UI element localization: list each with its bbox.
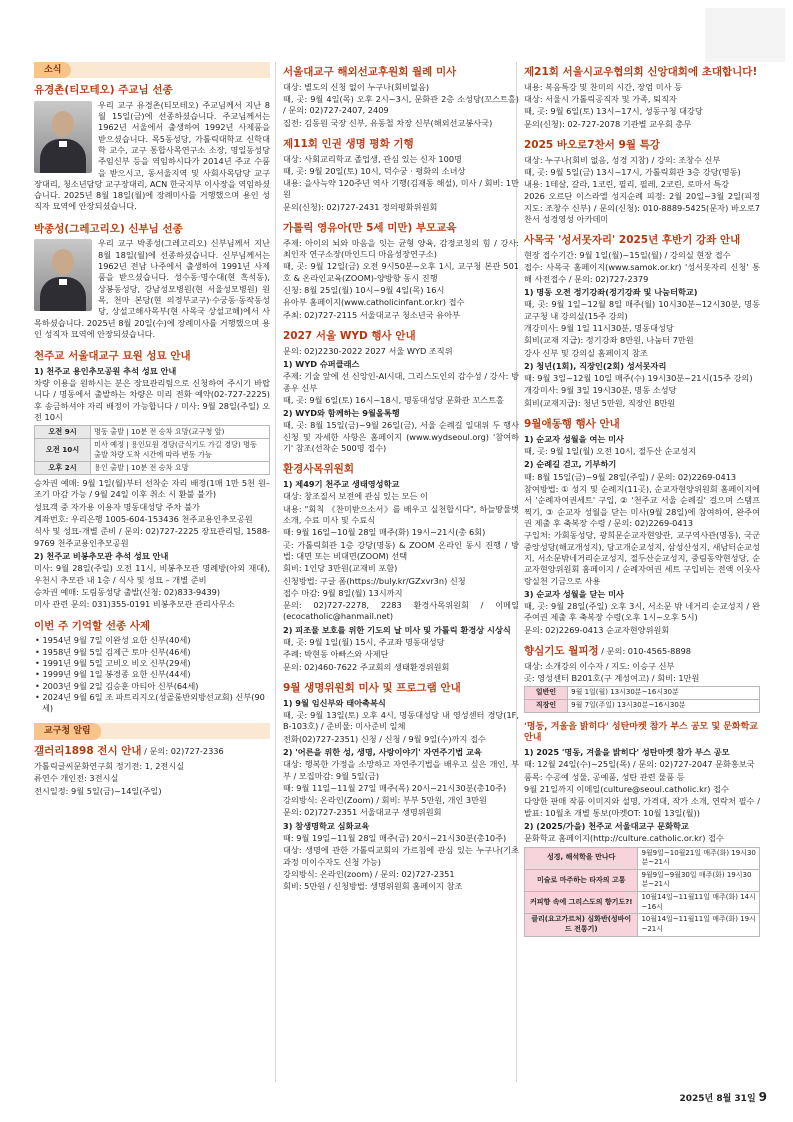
subsection-title: 3) 순교자 성월을 닫는 미사 [524, 588, 624, 599]
subsection-title: 1) 제49기 천주교 생태영성학교 [283, 479, 400, 490]
table-value: 미사 예정 | 용인묘원 경당(금식기도 가길 경당) 명동 출발 차량 도착 시간에 따라 변동 가능 [91, 439, 270, 462]
info-text: 회비: 1인당 3만원(교재비 포함) [283, 563, 398, 574]
table-row [35, 462, 270, 475]
info-text: 품목: 수공예 성물, 공예품, 성탄 관련 물품 등 [524, 771, 685, 782]
table-key: 성경, 해석학을 만나다 [525, 847, 638, 869]
info-text: 성묘객 중 자가용 이용자 명동대성당 주차 불가 [34, 501, 200, 512]
table-row [525, 687, 760, 700]
table-value: 9월9일~10월21일 매주(화) 19시30분~21시 [638, 847, 760, 869]
info-text: 주제: 아이의 뇌와 마음을 잇는 균형 양육, 감정코칭의 힘 / 강사: 최인자 연구소장(마인드디 마음성장연구소) [283, 237, 519, 260]
info-text: 때, 곳: 9월 4일(목) 오후 2시~3시, 문화관 2층 소성당(꼬스트홀) / 문의: 02)727-2407, 2409 [283, 93, 519, 116]
table-value: 명동 출발 | 10분 전 승차 요망(교구청 앞) [91, 426, 270, 439]
info-text: 참여방법: ① 성지 및 순례지(11곳), 순교자현양위원회 홈페이지에서 '순례자여권세트' 구입, ② '천주교 서울 순례길' 걸으며 스탬프 찍기, ③ 순교자 성월을 닫는 미사(9월 28일)에 참여하여, 완주여권 제출 후 축복장 수령 / 문의: 02)2269-0413 [524, 484, 760, 528]
info-text: 가톨릭글씨문화연구회 정기전: 1, 2전시실 [34, 761, 185, 772]
info-text: 강사 신부 및 강의실 홈페이지 참조 [524, 347, 648, 358]
info-text: 때: 8월 15일(금)~9월 28일(주일) / 문의: 02)2269-0413 [524, 471, 737, 482]
section-title: 서울대교구 해외선교후원회 월례 미사 [283, 66, 457, 78]
info-text: 때, 곳: 9월 6일(토) 13시~17시, 성동구청 대강당 [524, 106, 703, 117]
info-text: 구입처: 가회동성당, 광희문순교자현양관, 교구역사관(명동), 국군중앙성당(해교개성지), 당고개순교성지, 삼성산성지, 새남터순교성지, 서소문밖네거리순교성지, 절두산순교성지, 중림동약현성당, 순교자현양위원회 홈페이지 / 순례자여권 세트 구입비는 전액 이웃사랑실천 기금으로 사용 [524, 530, 760, 586]
info-text: 문의: 02)727-2351 서울대교구 생명위원회 [283, 807, 442, 818]
info-text: 주최: 02)727-2115 서울대교구 청소년국 유아부 [283, 309, 460, 320]
table-row [525, 914, 760, 936]
section-label: 소식 [34, 62, 71, 78]
obituary-bishop [34, 84, 270, 214]
info-text: 곳: 영성센터 B201호(구 계성여고) / 회비: 1만원 [524, 673, 700, 684]
table-key: 오전 10시 [35, 439, 91, 462]
section-title: 가톨릭 영유아(만 5세 미만) 부모교육 [283, 222, 457, 235]
info-text: 강의방식: 온라인(Zoom) / 회비: 부부 5만원, 개인 3만원 [283, 795, 487, 806]
table-key: 일반인 [525, 687, 568, 700]
info-text: 주례: 박현동 아빠스와 사제단 [283, 649, 389, 660]
subsection-title: 1) 2025 '명동, 겨울을 밝히다' 성탄마켓 참가 부스 공모 [524, 747, 730, 758]
info-text: 문의: 02)2230-2022 2027 서울 WYD 조직위 [283, 345, 453, 356]
environment-committee [283, 463, 519, 673]
table-row [35, 439, 270, 462]
table-value: 9월9일~9월30일 매주(화) 19시30분~21시 [638, 869, 760, 891]
info-text: 때, 곳: 9월 12일(금) 오전 9시50분~오후 1시, 교구청 본관 501호 & 온라인교육(ZOOM)-양방향 동시 진행 [283, 261, 519, 283]
table-key: 오전 9시 [35, 426, 91, 439]
bishop-photo [34, 101, 92, 173]
obituary-title: 유경촌(티모테오) 주교님 선종 [34, 84, 173, 96]
list-item: • 1991년 9월 5일 고비오 비오 신부(29세) [34, 658, 270, 669]
table-value: 용인 출발 | 10분 전 승차 요망 [91, 462, 270, 475]
memorial-priests [34, 620, 270, 715]
list-item: • 2024년 9월 6일 조 파트리지오(성골룸반외방선교회) 신부(90세) [34, 692, 270, 715]
memorial-list [34, 635, 270, 714]
title-main: 갤러리1898 전시 안내 [34, 745, 142, 758]
info-text: 때: 9월 11일~11월 27일 매주(목) 20시~21시30분(총10주) [283, 782, 507, 793]
table-value: 9월 7일(주일) 13시30분~16시30분 [568, 699, 760, 712]
table-key: 오후 2시 [35, 462, 91, 475]
info-text: 회비(교재 지급): 정기강좌 8만원, 나눔터 7만원 [524, 335, 694, 346]
corner-blank [705, 8, 785, 62]
section-title: 천주교 서울대교구 묘원 성묘 안내 [34, 350, 191, 363]
section-title: 9월애동행 행사 안내 [524, 418, 620, 431]
title-tail: / 문의: 02)727-2336 [141, 746, 224, 757]
page-number: 9 [758, 1090, 767, 1104]
section-title [524, 645, 760, 659]
subsection-title: 2) 순례길 걷고, 기부하기 [524, 459, 617, 470]
list-item: • 1999년 9월 1일 봉경종 요한 신부(44세) [34, 669, 270, 680]
issue-date: 2025년 8월 31일 [679, 1094, 756, 1104]
info-text: 유아부 홈페이지(www.catholicinfant.or.kr) 접수 [283, 297, 465, 308]
subsection-title: 1) 명동 오전 정기강좌(정기강좌 및 나눔터학교) [524, 286, 698, 297]
info-text: 때: 9월 3일~12월 10일 매주(수) 19시30분~21시(15주 강의) [524, 373, 753, 384]
info-text: 문화학교 홈페이지(http://culture.catholic.or.kr) 접수 [524, 833, 724, 844]
left-column [34, 62, 270, 806]
info-text: 때, 곳: 9월 28일(주일) 오후 3시, 서소문 밖 네거리 순교성지 / 완주여권 제출 후 축복장 수령(오후 1시~오후 5시) [524, 601, 760, 623]
info-text: 대상: 소개강의 이수자 / 지도: 이승구 신부 [524, 660, 675, 671]
info-text: 현장 접수기간: 9월 1일(월)~15일(월) / 강의실 현장 접수 [524, 250, 731, 261]
section-title: 2025 바오로7찬서 9월 특강 [524, 138, 660, 151]
table-value: 10월14일~11월11일 매주(화) 19시~21시 [638, 914, 760, 936]
info-text: 때, 곳: 9월 5일(금) 13시~17시, 가톨릭회관 3층 강당(명동) [524, 166, 741, 177]
centering-prayer [524, 645, 760, 713]
peace-tour [283, 138, 519, 213]
table-value: 9월 1일(월) 13시30분~16시30분 [568, 687, 760, 700]
section-title: 사목국 '성서못자리' 2025년 후반기 강좌 안내 [524, 234, 741, 247]
info-text: 전시일정: 9월 5일(금)~14일(주일) [34, 785, 162, 796]
ultreya-event [524, 66, 760, 130]
section-title: 제21회 서울시교우협의회 신앙대회에 초대합니다! [524, 66, 758, 78]
table-key: 클리(요고가르처) 심화반(성바이드 전통기) [525, 914, 638, 936]
obituary-title: 박종성(그레고리오) 신부님 선종 [34, 222, 183, 235]
info-text: 대상: 누구나(회비 없음, 성경 지참) / 강의: 조창수 신부 [524, 154, 721, 165]
martyr-events [524, 418, 760, 636]
info-text: 때, 곳: 8월 15일(금)~9월 26일(금), 서울 순례길 일대위 두 행사 신청 및 자세한 사항은 홈페이지 (www.wydseoul.org) '참여하기' 참조(선착순 500명 접수) [283, 420, 519, 454]
gallery-notice [34, 745, 270, 797]
table-key: 직장인 [525, 699, 568, 712]
section-label: 교구청 알림 [34, 723, 101, 739]
life-committee [283, 682, 519, 893]
list-item: • 2003년 9월 2일 김승훈 마티아 신부(64세) [34, 681, 270, 692]
subsection-title: 2) 청년(1회), 직장인(2회) 성서못자리 [524, 360, 667, 371]
subsection-title: 2) '어른을 위한 성, 생명, 사랑이야기' 자연주기법 교육 [283, 746, 482, 757]
section-title: 9월 생명위원회 미사 및 프로그램 안내 [283, 682, 461, 695]
info-text: 강의방식: 온라인(zoom) / 문의: 02)727-2351 [283, 869, 455, 880]
obituary-text: 우리 교구 유경촌(티모테오) 주교님께서 지난 8월 15일(금)에 선종하셨습니다. 주교님께서는 1962년 서울에서 출생하여 1992년 사제품을 받으셨습니다. 목5동성당, 가톨릭대학교 신학대학 교수, 교구 통합사목연구소 소장, 명일동성당 주임신부 등을 역임하시다가 2014년 주교 수품을 받으시고, 동서울지역 및 사회사목담당 교구장대리, 청소년담당 교구장대리, ACN 한국지부 이사장을 역임하셨습니다. 2025년 8월 18일(월)에 장례미사를 거행했으며 용인 성직자 묘역에 안장되셨습니다. [34, 99, 270, 212]
subsection-title: 2) 천주교 비봉추모관 추석 성묘 안내 [34, 551, 169, 562]
info-text: 때, 곳: 9월 20일(토) 10시, 덕수궁 · 평화의 소녀상 [283, 165, 466, 176]
info-text: 대상: 행복한 가정을 소망하고 자연주기법을 배우고 싶은 개인, 부부 / 모집마감: 9월 5일(금) [283, 759, 519, 781]
info-text: 류연수 개인전: 3전시실 [34, 773, 119, 784]
info-text: 전화(02)727-2351) 신청 / 신청 / 9월 9일(수)까지 접수 [283, 733, 486, 744]
table-row [35, 426, 270, 439]
info-text: 문의: 02)2269-0413 순교자현양위원회 [524, 624, 670, 635]
schedule-table [34, 425, 270, 475]
subsection-title: 1) WYD 슈퍼클래스 [283, 358, 360, 369]
samok-lectures [524, 234, 760, 409]
table-key: 커피향 속에 그리스도의 향기도?! [525, 892, 638, 914]
info-text: 신청: 8월 25일(월) 10시~9월 4일(목) 16시 [283, 284, 445, 295]
section-title: 환경사목위원회 [283, 463, 355, 476]
info-text: 회비: 5만원 / 신청방법: 생명위원회 홈페이지 참조 [283, 881, 463, 892]
section-title: 제11회 인권 생명 평화 기행 [283, 137, 414, 150]
info-text: 때: 9월 16일~10월 28일 매주(화) 19시~21시(총 6회) [283, 527, 486, 538]
info-text: 문의(신청): 02)727-2431 정의평화위원회 [283, 201, 438, 212]
info-text: 개강미사: 9월 3일 19시30분, 명동 소성당 [524, 385, 677, 396]
info-text: 내용: 1테살, 갈라, 1코린, 필리, 필레, 2코린, 로마서 특강 [524, 179, 730, 190]
info-text: 집전: 김동원 국장 신부, 유동철 차장 신부(해외선교봉사국) [283, 117, 493, 128]
subsection-title: 1) 9월 임신부와 태아축복식 [283, 697, 386, 708]
section-header-news [34, 62, 270, 78]
obituary-text: 우리 교구 박종성(그레고리오) 신부님께서 지난 8월 18일(월)에 선종하셨습니다. 신부님께서는 1962년 전남 나주에서 출생하여 1991년 사제품을 받으셨습니다. 성수동·명수대(현 흑석동), 상봉동성당, 강남성모병원(현 서울성모병원) 원목, 천마 본당(현 의정부교구)·수궁동·동작동성당, 상설고해사목부(현 사목국 상설고해)에서 사목하셨습니다. 2025년 8월 20일(수)에 장례미사를 거행했으며 용인 성직자 묘역에 안장되셨습니다. [34, 238, 270, 339]
info-text: 승차권 예매: 9월 1일(월)부터 선착순 자리 배정(1매 1만 5천 원–조기 마감 가능 / 9월 24일 이후 취소 시 환불 불가) [34, 478, 270, 500]
info-text: 때, 곳: 9월 6일(토) 16시~18시, 명동대성당 문화관 꼬스트홀 [283, 394, 504, 405]
info-text: 대상: 서울시 가톨릭공직자 및 가족, 퇴직자 [524, 93, 677, 104]
info-text: 다양한 판매 작품 이미지와 설명, 가격대, 작가 소개, 연락처 필수 / 발표: 10월초 개별 통보(마켓OT: 10월 13일(월)) [524, 796, 760, 818]
wyd-events [283, 330, 519, 454]
culture-school [524, 722, 760, 937]
info-text: 때: 9월 19일~11월 28일 매주(금) 20시~21시30분(총10주) [283, 833, 507, 844]
info-text: 대상: 별도의 신청 없이 누구나(회비없음) [283, 81, 430, 92]
info-text: 계좌번호: 우리은행 1005-604-153436 천주교용인추모공원 [34, 514, 253, 525]
schedule-table [524, 686, 760, 712]
title-main: 향심기도 월피정 [524, 645, 599, 658]
info-text: 개강미사: 9월 1일 11시30분, 명동대성당 [524, 322, 674, 333]
subsection-title: 1) 천주교 용인추모공원 추석 성묘 안내 [34, 365, 177, 376]
info-text: 승차권 예매: 도림동성당 출발(신청: 02)833-9439) [34, 586, 221, 597]
info-text: 신청방법: 구글 폼(https://buly.kr/GZxvr3n) 신청 [283, 575, 466, 586]
info-text: 대상: 사회교리학교 졸업생, 관심 있는 신자 100명 [283, 153, 462, 164]
table-row [525, 699, 760, 712]
info-text: 문의(신청): 02-727-2078 기관별 교우회 총무 [524, 118, 692, 129]
page-footer [679, 1089, 767, 1106]
info-text: 문의: 02)460-7622 주교회의 생태환경위원회 [283, 661, 450, 672]
table-row [525, 869, 760, 891]
info-text: 내용: 을사늑약 120주년 역사 기행(김재동 해설), 미사 / 회비: 1만원 [283, 178, 519, 200]
info-text: 대상: 창조질서 보전에 관심 있는 모든 이 [283, 491, 428, 502]
title-tail: / 문의: 010-4565-8898 [598, 646, 692, 657]
info-text: 접수 마감: 9월 8일(월) 13시까지 [283, 587, 403, 598]
info-text: 내용: 복음특강 및 찬미의 시간, 장엄 미사 등 [524, 81, 683, 92]
info-text: 때, 곳: 9월 1일(월) 오전 10시, 절두산 순교성지 [524, 446, 697, 457]
table-value: 10월14일~11월11일 매주(화) 14시~16시 [638, 892, 760, 914]
info-text: 때: 12월 24일(수)~25일(목) / 문의: 02)727-2047 문화홍보국 [524, 759, 755, 770]
section-title: '명동, 겨울을 밝히다' 성탄마켓 참가 부스 공모 및 문화학교 안내 [524, 721, 758, 744]
table-row [525, 847, 760, 869]
info-text: 접수: 사목국 홈페이지(www.samok.or.kr) '성서못자리 신청' 통해 사전접수 / 문의: 02)727-2379 [524, 262, 760, 284]
parent-education [283, 222, 519, 321]
course-table [524, 847, 760, 937]
info-text: 주제: 기술 앞에 선 신앙인-AI시대, 그리스도인의 감수성 / 강사: 방종우 신부 [283, 371, 519, 393]
info-text: 문의: 02)727-2278, 2283 환경사목위원회 / 이메일(ecocatholic@hanmail.net) [283, 600, 519, 622]
info-text: 곳: 가톨릭회관 1층 강당(명동) & ZOOM 온라인 동시 진행 / 방법: 대면 또는 비대면(ZOOM) 선택 [283, 539, 519, 561]
middle-column [283, 62, 519, 902]
info-text: 때, 곳: 9월 1일(월) 15시, 주교좌 명동대성당 [283, 637, 445, 648]
subsection-title: 2) WYD와 함께하는 9월올톡행 [283, 408, 400, 419]
column-divider-1 [275, 62, 276, 1082]
info-text: 2026 오르단 이스라엘 성지순례 피정: 2월 20일~3월 2일(피정 지도: 조창수 신부) / 문의(신청): 010-8889-5425(문자) 바오로7찬서 성경영성 아카데미 [524, 191, 760, 225]
list-item: • 1954년 9월 7일 이완성 요한 신부(40세) [34, 635, 270, 646]
info-text: 미사: 9월 28일(주일) 오전 11시, 비봉추모관 명례방(아외 재대), 우천시 추모관 내 1층 / 식사 및 성묘 – 개별 준비 [34, 563, 270, 585]
info-text: 차량 이용을 원하시는 분은 장묘관리팀으로 신청하여 주시기 바랍니다 / 명동에서 출발하는 차량은 미리 전화 예약(02-727-2225)후 송금하셔야 자리 배정이 가능합니다 / 미사: 9월 28일(주일) 오전 10시 [34, 378, 270, 423]
mission-mass [283, 66, 519, 129]
info-text: 때, 곳: 9월 1일~12월 8일 매주(월) 10시30분~12시30분, 명동 교구청 내 강의실(15주 강의) [524, 299, 760, 321]
section-header-notice [34, 723, 270, 739]
right-column [524, 62, 760, 946]
section-title: 이번 주 기억할 선종 사제 [34, 619, 151, 632]
bible-lecture [524, 139, 760, 226]
info-text: 회비(교재지급): 청년 5만원, 직장인 8만원 [524, 397, 676, 408]
info-text: 대상: 생명에 관한 가톨릭교회의 가르침에 관심 있는 누구나(기초과정 미이수자도 신청 가능) [283, 845, 519, 867]
subsection-title: 3) 참생명학교 심화교육 [283, 820, 370, 831]
table-row [525, 892, 760, 914]
cemetery-visit [34, 350, 270, 610]
subsection-title: 2) 피조물 보호를 위한 기도의 날 미사 및 가톨릭 환경상 시상식 [283, 624, 511, 635]
info-text: 미사 관련 문의: 031)355-0191 비봉추모관 관리사무소 [34, 599, 235, 610]
info-text: 식사 및 성묘-개별 준비 / 문의: 02)727-2225 장묘관리팀, 1588-9769 천주교용인추모공원 [34, 526, 270, 548]
priest-photo [34, 239, 92, 311]
list-item: • 1958년 9월 5일 김제근 토마 신부(46세) [34, 647, 270, 658]
info-text: 때, 곳: 9월 13일(토) 오후 4시, 명동대성당 내 영성센터 경당(1F, B-103호) / 준비물: 미사준비 일체 [283, 709, 519, 732]
table-key: 미술로 마주하는 타자의 고통 [525, 869, 638, 891]
subsection-title: 2) (2025/가을) 천주교 서울대교구 문화학교 [524, 820, 689, 831]
subsection-title: 1) 순교자 성월을 여는 미사 [524, 433, 624, 444]
info-text: 내용: "회칙 《찬미받으소서》를 배우고 실천합시다", 하늘땅물벗 소개, 수료 미사 및 수료식 [283, 503, 519, 525]
section-title [34, 745, 270, 759]
info-text: 9월 21일까지 이메일(culture@seoul.catholic.kr) 접수 [524, 783, 729, 794]
section-title: 2027 서울 WYD 행사 안내 [283, 329, 416, 342]
obituary-priest [34, 223, 270, 341]
